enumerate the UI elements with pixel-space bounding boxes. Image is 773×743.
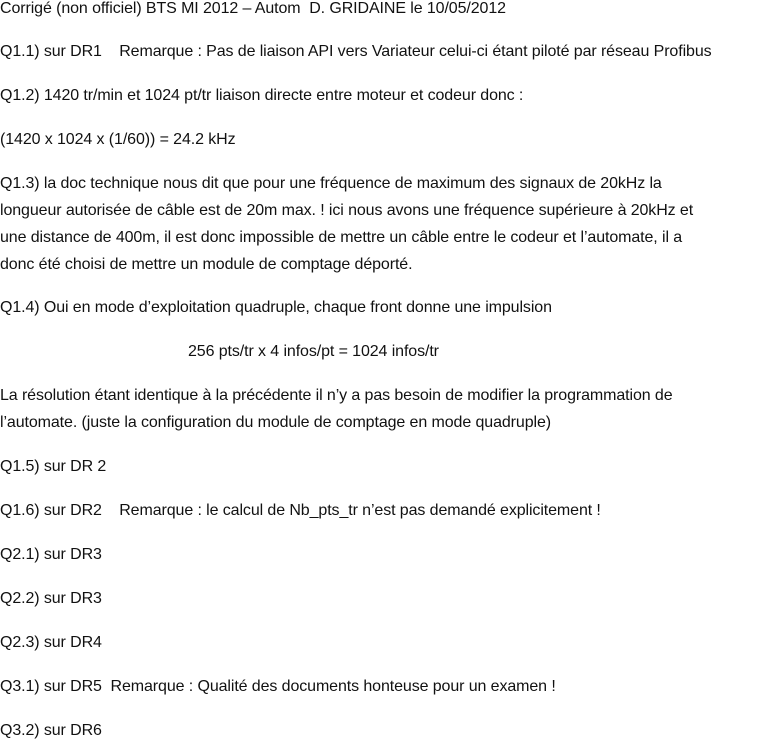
answer-q2-3: Q2.3) sur DR4 xyxy=(0,634,102,651)
answer-q1-3-line: donc été choisi de mettre un module de comptage déporté. xyxy=(0,256,413,273)
answer-q2-2: Q2.2) sur DR3 xyxy=(0,590,102,607)
answer-q1-2-calculation: (1420 x 1024 x (1/60)) = 24.2 kHz xyxy=(0,131,236,148)
answer-q1-4: Q1.4) Oui en mode d’exploitation quadruple, chaque front donne une impulsion xyxy=(0,299,552,316)
answer-q1-6: Q1.6) sur DR2 Remarque : le calcul de Nb_pts_tr n’est pas demandé explicitement ! xyxy=(0,502,601,519)
answer-q3-2: Q3.2) sur DR6 xyxy=(0,722,102,739)
answer-q1-4-calculation: 256 pts/tr x 4 infos/pt = 1024 infos/tr xyxy=(188,343,439,360)
document-header: Corrigé (non officiel) BTS MI 2012 – Autom D. GRIDAINE le 10/05/2012 xyxy=(0,0,506,17)
answer-q1-3-line: une distance de 400m, il est donc impossible de mettre un câble entre le codeur et l’automate, il a xyxy=(0,229,683,246)
answer-q1-2: Q1.2) 1420 tr/min et 1024 pt/tr liaison directe entre moteur et codeur donc : xyxy=(0,87,524,104)
answer-q1-3-line: Q1.3) la doc technique nous dit que pour une fréquence de maximum des signaux de 20kHz la xyxy=(0,175,662,192)
answer-q1-5: Q1.5) sur DR 2 xyxy=(0,458,107,475)
answer-q1-4-conclusion-line: La résolution étant identique à la précédente il n’y a pas besoin de modifier la programmation de xyxy=(0,387,673,404)
answer-q3-1: Q3.1) sur DR5 Remarque : Qualité des documents honteuse pour un examen ! xyxy=(0,678,556,695)
answer-q1-4-conclusion-line: l’automate. (juste la configuration du module de comptage en mode quadruple) xyxy=(0,414,551,431)
answer-q1-1: Q1.1) sur DR1 Remarque : Pas de liaison API vers Variateur celui-ci étant piloté par réseau Profibus xyxy=(0,43,712,60)
answer-q1-3-line: longueur autorisée de câble est de 20m max. ! ici nous avons une fréquence supérieure à 20kHz et xyxy=(0,202,694,219)
answer-q2-1: Q2.1) sur DR3 xyxy=(0,546,102,563)
